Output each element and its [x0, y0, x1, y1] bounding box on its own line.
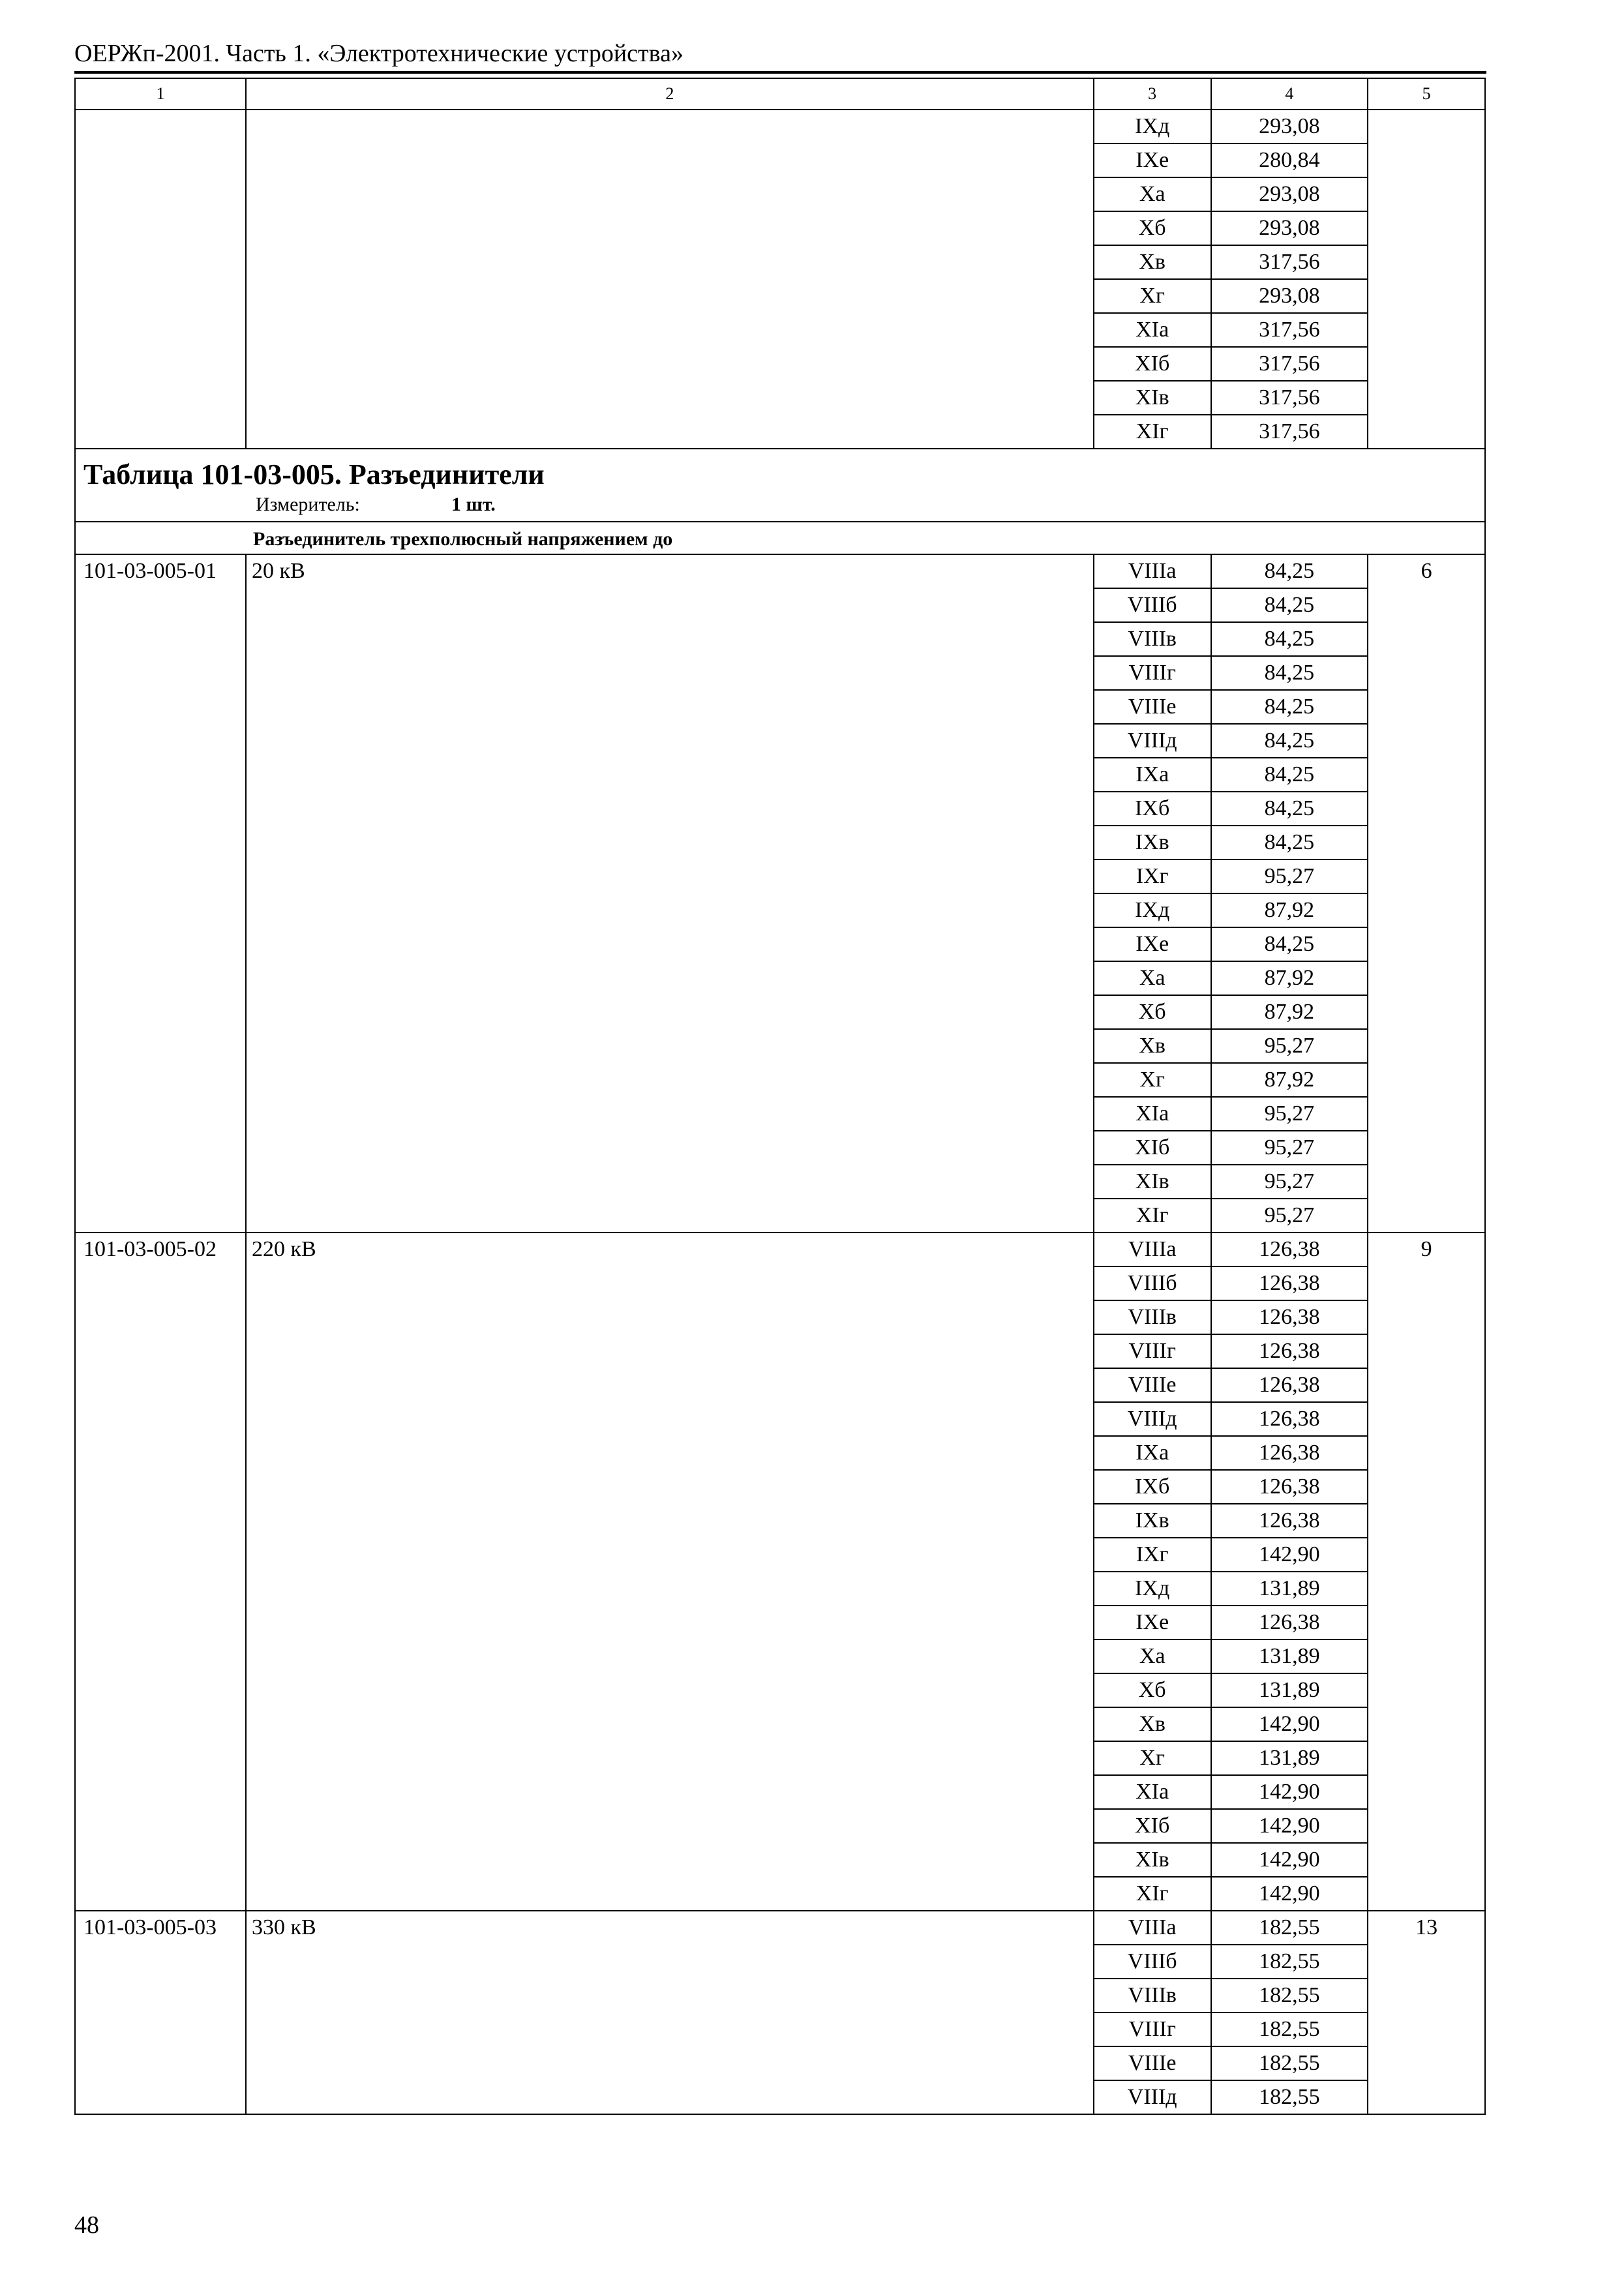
zone-cell: IXг — [1094, 1538, 1211, 1572]
value-cell: 95,27 — [1211, 1029, 1368, 1063]
value-cell: 87,92 — [1211, 995, 1368, 1029]
zone-cell: XIа — [1094, 1097, 1211, 1131]
zone-cell: VIIIг — [1094, 2012, 1211, 2046]
value-cell: 95,27 — [1211, 1131, 1368, 1165]
value-cell: 84,25 — [1211, 724, 1368, 758]
page-header-title: ОЕРЖп-2001. Часть 1. «Электротехнические устройства» — [74, 40, 684, 67]
zone-cell: IXг — [1094, 860, 1211, 893]
description-cell — [246, 110, 1094, 449]
value-cell: 84,25 — [1211, 690, 1368, 724]
zone-cell: XIг — [1094, 415, 1211, 449]
rates-table — [74, 78, 1486, 2115]
value-cell: 131,89 — [1211, 1572, 1368, 1606]
table-row — [75, 1911, 1485, 1945]
zone-cell: VIIIв — [1094, 1300, 1211, 1334]
value-cell: 280,84 — [1211, 143, 1368, 177]
zone-cell: VIIIг — [1094, 1334, 1211, 1368]
zone-cell: IXд — [1094, 110, 1211, 143]
value-cell: 317,56 — [1211, 347, 1368, 381]
zone-cell: VIIIб — [1094, 1945, 1211, 1979]
table-title: Таблица 101-03-005. Разъединители — [83, 458, 545, 490]
zone-cell: XIг — [1094, 1199, 1211, 1233]
value-cell: 126,38 — [1211, 1266, 1368, 1300]
value-cell: 142,90 — [1211, 1843, 1368, 1877]
value-cell: 293,08 — [1211, 177, 1368, 211]
value-cell: 317,56 — [1211, 245, 1368, 279]
column-header-1: 1 — [75, 78, 246, 110]
unit-line — [83, 492, 1484, 521]
value-cell: 182,55 — [1211, 2080, 1368, 2114]
value-cell: 126,38 — [1211, 1504, 1368, 1538]
zone-cell: IXе — [1094, 143, 1211, 177]
value-cell: 95,27 — [1211, 1165, 1368, 1199]
value-cell: 293,08 — [1211, 279, 1368, 313]
value-cell: 126,38 — [1211, 1233, 1368, 1266]
zone-cell: IXа — [1094, 758, 1211, 792]
zone-cell: XIв — [1094, 1843, 1211, 1877]
value-cell: 126,38 — [1211, 1368, 1368, 1402]
group-title: Разъединитель трехполюсный напряжением до — [75, 522, 1485, 554]
value-cell: 84,25 — [1211, 554, 1368, 588]
zone-cell: IXб — [1094, 1470, 1211, 1504]
value-cell: 95,27 — [1211, 1097, 1368, 1131]
group-title-row — [75, 522, 1485, 554]
zone-cell: XIв — [1094, 1165, 1211, 1199]
zone-cell: VIIIд — [1094, 2080, 1211, 2114]
item-name: 20 кВ — [246, 554, 1094, 1233]
zone-cell: IXе — [1094, 1606, 1211, 1639]
extra-cell — [1368, 110, 1485, 449]
item-col5: 9 — [1368, 1233, 1485, 1911]
zone-cell: XIб — [1094, 347, 1211, 381]
value-cell: 126,38 — [1211, 1300, 1368, 1334]
zone-cell: IXв — [1094, 826, 1211, 860]
zone-cell: VIIIб — [1094, 1266, 1211, 1300]
table-row — [75, 110, 1485, 143]
page-number: 48 — [74, 2211, 99, 2239]
value-cell: 142,90 — [1211, 1877, 1368, 1911]
item-code: 101-03-005-01 — [75, 554, 246, 1233]
zone-cell: IXа — [1094, 1436, 1211, 1470]
zone-cell: VIIIд — [1094, 1402, 1211, 1436]
value-cell: 317,56 — [1211, 381, 1368, 415]
value-cell: 84,25 — [1211, 792, 1368, 826]
rates-table-body — [75, 78, 1485, 2114]
column-header-5: 5 — [1368, 78, 1485, 110]
zone-cell: XIа — [1094, 1775, 1211, 1809]
value-cell: 87,92 — [1211, 893, 1368, 927]
zone-cell: VIIIа — [1094, 1911, 1211, 1945]
zone-cell: Xб — [1094, 995, 1211, 1029]
value-cell: 293,08 — [1211, 211, 1368, 245]
code-cell — [75, 110, 246, 449]
value-cell: 142,90 — [1211, 1707, 1368, 1741]
column-number-row — [75, 78, 1485, 110]
unit-value: 1 шт. — [451, 494, 496, 515]
table-row — [75, 1233, 1485, 1266]
value-cell: 293,08 — [1211, 110, 1368, 143]
zone-cell: IXб — [1094, 792, 1211, 826]
value-cell: 84,25 — [1211, 826, 1368, 860]
zone-cell: Xб — [1094, 211, 1211, 245]
item-col5: 6 — [1368, 554, 1485, 1233]
value-cell: 126,38 — [1211, 1436, 1368, 1470]
item-code: 101-03-005-02 — [75, 1233, 246, 1911]
zone-cell: XIб — [1094, 1131, 1211, 1165]
zone-cell: XIг — [1094, 1877, 1211, 1911]
table-title-row — [75, 449, 1485, 522]
column-header-2: 2 — [246, 78, 1094, 110]
value-cell: 126,38 — [1211, 1402, 1368, 1436]
zone-cell: XIа — [1094, 313, 1211, 347]
value-cell: 84,25 — [1211, 927, 1368, 961]
value-cell: 126,38 — [1211, 1606, 1368, 1639]
value-cell: 131,89 — [1211, 1639, 1368, 1673]
value-cell: 95,27 — [1211, 1199, 1368, 1233]
zone-cell: Xа — [1094, 177, 1211, 211]
value-cell: 131,89 — [1211, 1673, 1368, 1707]
table-title-cell — [75, 449, 1485, 522]
zone-cell: Xа — [1094, 961, 1211, 995]
column-header-4: 4 — [1211, 78, 1368, 110]
column-header-3: 3 — [1094, 78, 1211, 110]
zone-cell: VIIIе — [1094, 1368, 1211, 1402]
value-cell: 84,25 — [1211, 622, 1368, 656]
header-divider — [74, 71, 1486, 74]
unit-label: Измеритель: — [256, 494, 360, 515]
zone-cell: IXе — [1094, 927, 1211, 961]
value-cell: 182,55 — [1211, 2012, 1368, 2046]
zone-cell: Xг — [1094, 279, 1211, 313]
zone-cell: VIIIд — [1094, 724, 1211, 758]
value-cell: 317,56 — [1211, 415, 1368, 449]
value-cell: 84,25 — [1211, 758, 1368, 792]
zone-cell: VIIIа — [1094, 554, 1211, 588]
zone-cell: Xв — [1094, 245, 1211, 279]
value-cell: 182,55 — [1211, 2046, 1368, 2080]
zone-cell: VIIIг — [1094, 656, 1211, 690]
zone-cell: IXв — [1094, 1504, 1211, 1538]
zone-cell: VIIIе — [1094, 690, 1211, 724]
zone-cell: VIIIе — [1094, 2046, 1211, 2080]
value-cell: 182,55 — [1211, 1945, 1368, 1979]
item-name: 220 кВ — [246, 1233, 1094, 1911]
zone-cell: VIIIв — [1094, 622, 1211, 656]
value-cell: 142,90 — [1211, 1775, 1368, 1809]
zone-cell: IXд — [1094, 893, 1211, 927]
value-cell: 126,38 — [1211, 1334, 1368, 1368]
value-cell: 126,38 — [1211, 1470, 1368, 1504]
zone-cell: Xа — [1094, 1639, 1211, 1673]
zone-cell: XIб — [1094, 1809, 1211, 1843]
value-cell: 142,90 — [1211, 1809, 1368, 1843]
zone-cell: Xб — [1094, 1673, 1211, 1707]
zone-cell: VIIIа — [1094, 1233, 1211, 1266]
value-cell: 131,89 — [1211, 1741, 1368, 1775]
zone-cell: IXд — [1094, 1572, 1211, 1606]
item-code: 101-03-005-03 — [75, 1911, 246, 2114]
table-row — [75, 554, 1485, 588]
value-cell: 182,55 — [1211, 1911, 1368, 1945]
item-col5: 13 — [1368, 1911, 1485, 2114]
value-cell: 142,90 — [1211, 1538, 1368, 1572]
zone-cell: XIв — [1094, 381, 1211, 415]
zone-cell: Xв — [1094, 1029, 1211, 1063]
value-cell: 87,92 — [1211, 961, 1368, 995]
zone-cell: Xг — [1094, 1741, 1211, 1775]
zone-cell: VIIIб — [1094, 588, 1211, 622]
zone-cell: VIIIв — [1094, 1979, 1211, 2012]
value-cell: 87,92 — [1211, 1063, 1368, 1097]
zone-cell: Xв — [1094, 1707, 1211, 1741]
value-cell: 317,56 — [1211, 313, 1368, 347]
value-cell: 84,25 — [1211, 656, 1368, 690]
value-cell: 84,25 — [1211, 588, 1368, 622]
item-name: 330 кВ — [246, 1911, 1094, 2114]
value-cell: 182,55 — [1211, 1979, 1368, 2012]
zone-cell: Xг — [1094, 1063, 1211, 1097]
value-cell: 95,27 — [1211, 860, 1368, 893]
